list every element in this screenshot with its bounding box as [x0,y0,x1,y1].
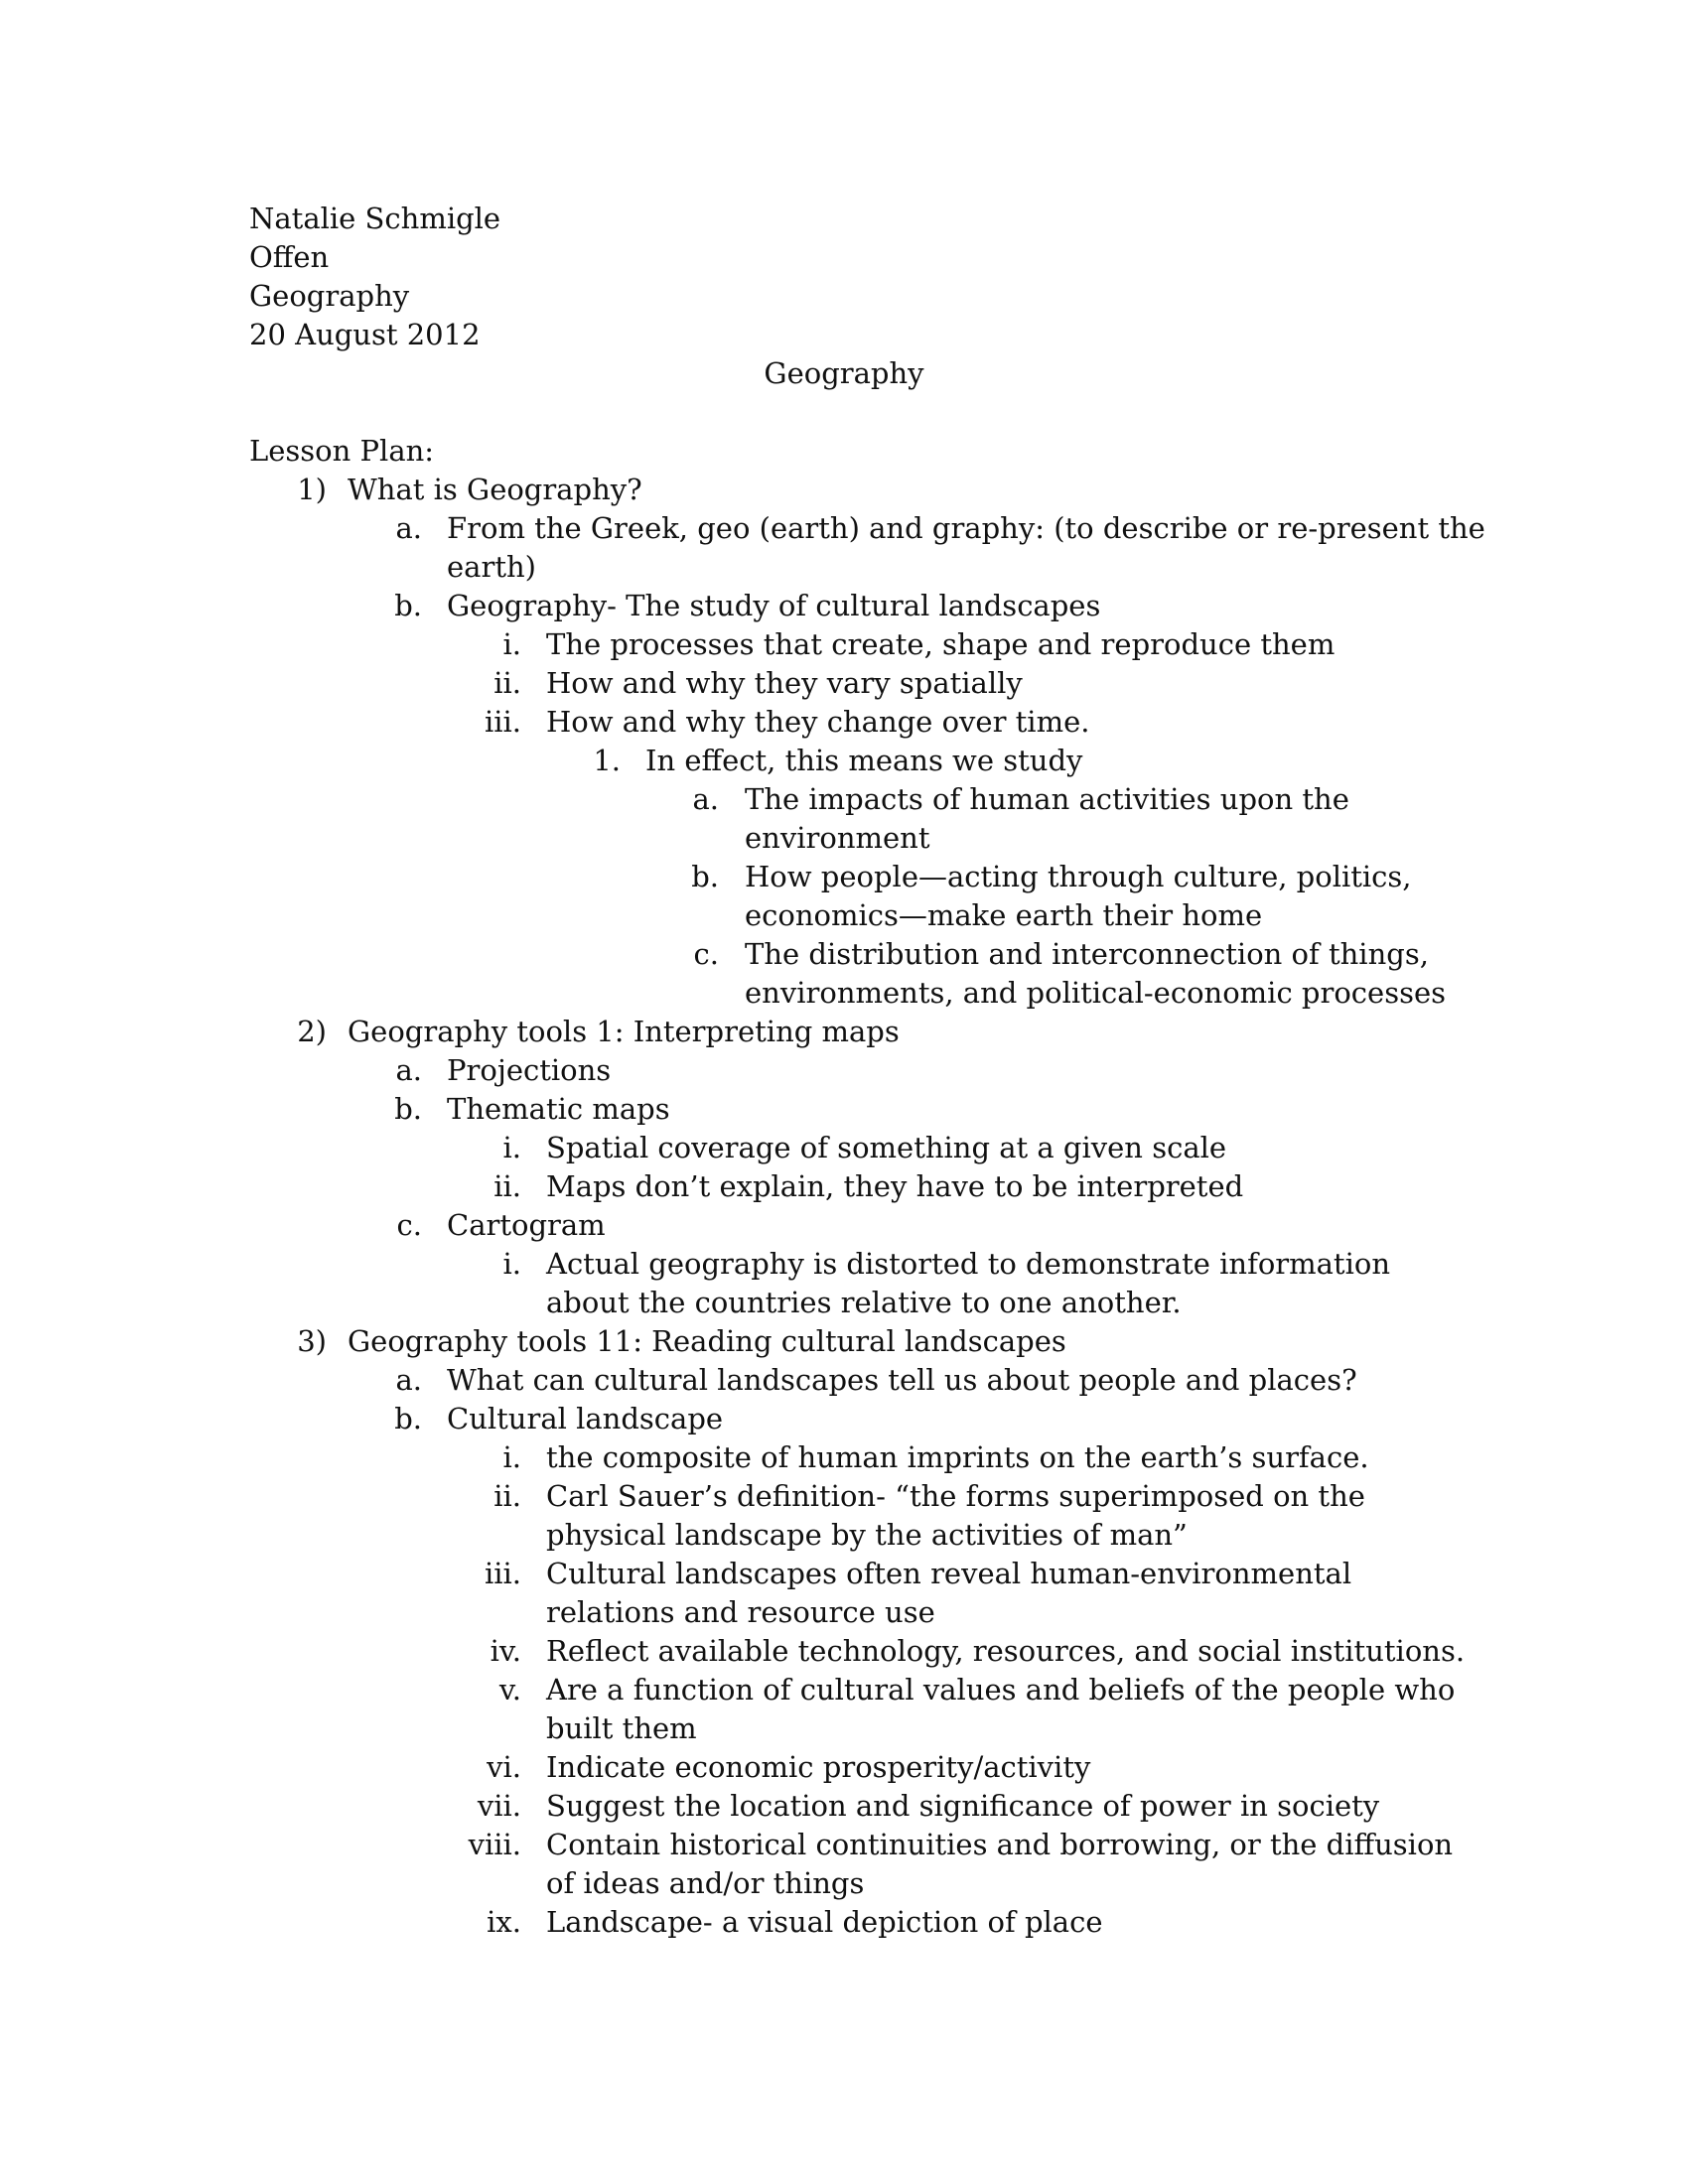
list-marker: c. [396,1208,422,1242]
outline-item-text: environment [745,821,930,855]
outline-item-text: How and why they vary spatially [546,666,1023,700]
outline-item-text: Maps don’t explain, they have to be interpreted [546,1169,1244,1203]
list-marker: a. [395,511,422,545]
list-marker: iii. [484,1557,521,1590]
outline-item-text: Cartogram [447,1208,606,1242]
list-marker: vi. [487,1750,521,1784]
outline-item-text: about the countries relative to one another. [546,1286,1182,1319]
list-marker: v. [498,1673,521,1706]
outline-item-text: What is Geography? [348,473,642,506]
outline-item-text: The distribution and interconnection of things, [745,937,1429,971]
outline-item-text: Geography tools 1: Interpreting maps [348,1015,900,1048]
course-name: Geography [249,279,410,313]
list-marker: a. [395,1053,422,1087]
list-marker: a. [395,1363,422,1397]
outline-item-text: Carl Sauer’s definition- “the forms superimposed on the [546,1479,1365,1513]
outline-item-text: Thematic maps [447,1092,670,1126]
list-marker: 1) [297,473,327,506]
page-title: Geography [764,356,924,390]
outline-item-text: The processes that create, shape and reproduce them [546,627,1336,661]
outline-item-text: economics—make earth their home [745,898,1263,932]
list-marker: iv. [490,1634,521,1668]
list-marker: i. [502,1247,521,1281]
outline-item-text: Actual geography is distorted to demonstrate information [546,1247,1390,1281]
list-marker: b. [691,860,719,893]
list-marker: ix. [487,1905,521,1939]
list-marker: ii. [493,1169,521,1203]
lesson-plan-label: Lesson Plan: [249,434,435,468]
list-marker: b. [394,1092,422,1126]
outline-item-text: Geography- The study of cultural landscapes [447,589,1101,622]
outline-item-text: Landscape- a visual depiction of place [546,1905,1103,1939]
list-marker: i. [502,627,521,661]
list-marker: iii. [484,705,521,739]
outline-item-text: Indicate economic prosperity/activity [546,1750,1091,1784]
list-marker: vii. [477,1789,521,1823]
list-marker: i. [502,1131,521,1164]
outline-item-text: Contain historical continuities and borrowing, or the diffusion [546,1828,1454,1861]
list-marker: c. [693,937,719,971]
list-marker: ii. [493,666,521,700]
instructor-name: Offen [249,240,330,274]
author-name: Natalie Schmigle [249,202,501,235]
outline-item-text: Geography tools 11: Reading cultural landscapes [348,1324,1066,1358]
outline-item-text: earth) [447,550,536,584]
list-marker: 3) [297,1324,327,1358]
outline-item-text: of ideas and/or things [546,1866,865,1900]
outline-item-text: Projections [447,1053,612,1087]
outline-item-text: environments, and political-economic processes [745,976,1446,1010]
outline-item-text: Spatial coverage of something at a given scale [546,1131,1227,1164]
outline-item-text: How people—acting through culture, politics, [745,860,1412,893]
outline-item-text: In effect, this means we study [645,744,1083,777]
list-marker: b. [394,589,422,622]
outline-item-text: physical landscape by the activities of man” [546,1518,1188,1552]
outline-item-text: How and why they change over time. [546,705,1090,739]
list-marker: a. [692,782,719,816]
list-marker: ii. [493,1479,521,1513]
outline-item-text: Cultural landscapes often reveal human-environmental [546,1557,1352,1590]
outline-item-text: From the Greek, geo (earth) and graphy: (to describe or re-present the [447,511,1485,545]
outline-item-text: Reflect available technology, resources, and social institutions. [546,1634,1466,1668]
outline-item-text: The impacts of human activities upon the [745,782,1349,816]
outline-item-text: the composite of human imprints on the earth’s surface. [546,1440,1369,1474]
list-marker: viii. [468,1828,521,1861]
outline-item-text: relations and resource use [546,1595,935,1629]
outline-item-text: What can cultural landscapes tell us about people and places? [447,1363,1357,1397]
document-date: 20 August 2012 [249,318,481,351]
outline-item-text: Suggest the location and significance of power in society [546,1789,1380,1823]
outline-item-text: Cultural landscape [447,1402,724,1435]
outline-item-text: Are a function of cultural values and beliefs of the people who [546,1673,1456,1706]
list-marker: i. [502,1440,521,1474]
list-marker: 1. [593,744,621,777]
list-marker: b. [394,1402,422,1435]
list-marker: 2) [297,1015,327,1048]
outline-item-text: built them [546,1711,697,1745]
